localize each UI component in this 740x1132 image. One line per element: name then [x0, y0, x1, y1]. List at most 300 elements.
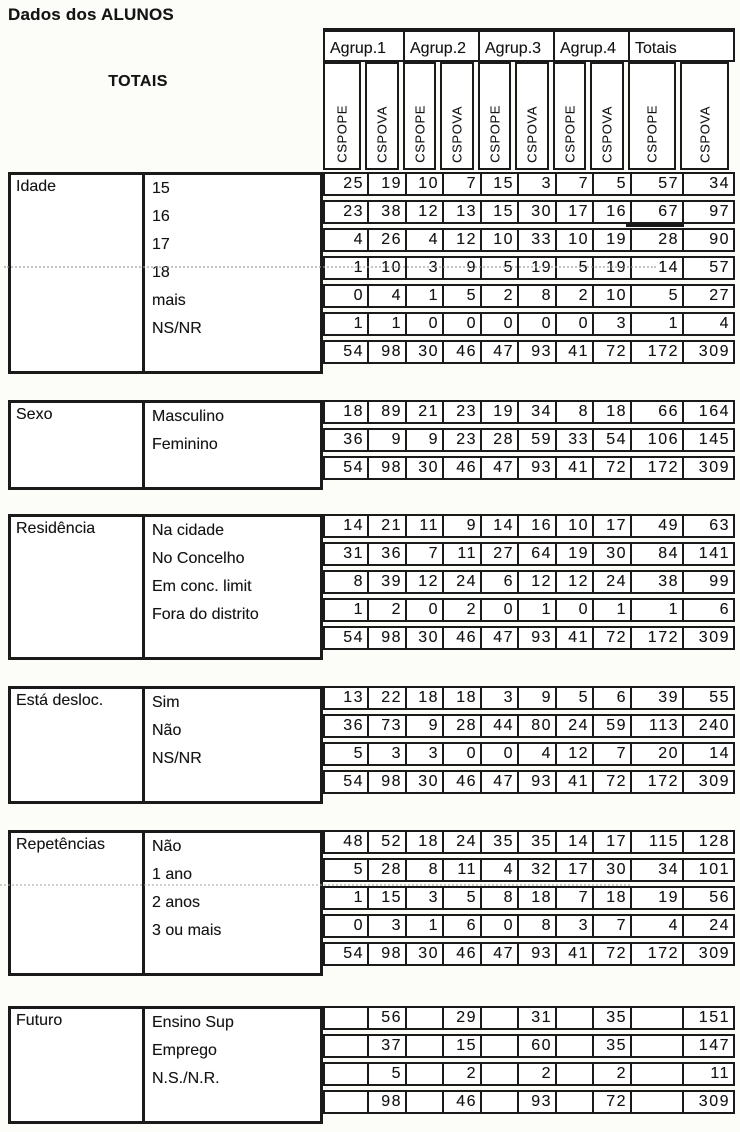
data-cell: 2	[592, 1064, 630, 1084]
data-cell: 67	[630, 202, 682, 222]
data-cell	[405, 1008, 442, 1028]
data-cell	[325, 1092, 367, 1112]
scan-artifact	[626, 223, 684, 227]
data-cell: 24	[442, 832, 480, 852]
data-cell: 0	[517, 314, 555, 334]
data-cell: 59	[517, 430, 555, 450]
table-row	[323, 742, 735, 766]
data-cell	[480, 1064, 517, 1084]
data-cell: 3	[405, 258, 442, 278]
subheader-row	[323, 62, 735, 170]
rotated-column-header	[680, 62, 729, 170]
data-cell: 7	[442, 174, 480, 194]
data-cell: 7	[555, 174, 592, 194]
data-cell: 9	[517, 688, 555, 708]
data-cell: 1	[405, 286, 442, 306]
column-group-label: Agrup.4	[555, 32, 630, 60]
section-residencia	[8, 514, 735, 660]
data-cell: 54	[343, 945, 364, 962]
data-cell: 33	[517, 230, 555, 250]
table-row	[323, 714, 735, 738]
data-cell: 240	[682, 716, 733, 736]
data-cell: 28	[480, 430, 517, 450]
table-total-row	[323, 340, 735, 364]
table-row	[323, 686, 735, 710]
data-cell: 18	[343, 403, 364, 420]
data-cell: 54	[592, 430, 630, 450]
data-cell: 309	[682, 628, 733, 648]
row-label: Sim	[152, 694, 180, 711]
data-cell: 66	[630, 402, 682, 422]
data-cell: 5	[480, 258, 517, 278]
data-cell: 17	[592, 516, 630, 536]
data-cell	[480, 1036, 517, 1056]
data-cell: 19	[592, 230, 630, 250]
data-cell: 5	[555, 688, 592, 708]
data-cell: 145	[682, 430, 733, 450]
data-cell: 18	[442, 688, 480, 708]
data-cell: 39	[367, 572, 405, 592]
data-cell: 172	[630, 628, 682, 648]
row-label	[152, 459, 320, 487]
data-cell: 30	[405, 628, 442, 648]
data-cell: 8	[517, 286, 555, 306]
data-cell: 9	[367, 430, 405, 450]
data-cell: 34	[682, 174, 733, 194]
data-cell: 3	[405, 744, 442, 764]
data-cell: 1	[353, 889, 364, 906]
data-cell: 5	[353, 745, 364, 762]
rotated-header-label: CSPOPE	[644, 105, 660, 163]
data-cell: 4	[517, 744, 555, 764]
data-cell: 7	[555, 888, 592, 908]
data-cell: 17	[555, 202, 592, 222]
table-row	[323, 858, 735, 882]
data-cell: 1	[353, 315, 364, 332]
section-futuro	[8, 1006, 735, 1124]
data-cell: 60	[517, 1036, 555, 1056]
data-cell: 46	[442, 772, 480, 792]
data-cell: 0	[405, 600, 442, 620]
data-cell: 57	[682, 258, 733, 278]
data-cell	[405, 1092, 442, 1112]
data-cell: 19	[630, 888, 682, 908]
row-label	[152, 945, 320, 973]
data-cell: 34	[630, 860, 682, 880]
data-cell: 46	[442, 342, 480, 362]
data-cell: 46	[442, 628, 480, 648]
data-cell: 6	[442, 916, 480, 936]
data-cell: 47	[480, 944, 517, 964]
table-row	[323, 228, 735, 252]
data-cell: 0	[353, 287, 364, 304]
data-cell: 59	[592, 716, 630, 736]
table-row	[323, 200, 735, 224]
data-cell: 28	[442, 716, 480, 736]
data-cell: 19	[555, 544, 592, 564]
data-cell: 1	[630, 600, 682, 620]
data-cell: 15	[442, 1036, 480, 1056]
data-cell: 98	[367, 944, 405, 964]
data-cell: 6	[480, 572, 517, 592]
data-cell: 10	[555, 230, 592, 250]
data-cell: 18	[405, 688, 442, 708]
table-row	[323, 428, 735, 452]
data-cell: 46	[442, 1092, 480, 1112]
row-label: Fora do distrito	[152, 606, 259, 623]
row-label: mais	[152, 292, 186, 309]
data-cell: 30	[517, 202, 555, 222]
data-rows	[323, 686, 735, 804]
data-cell: 64	[517, 544, 555, 564]
data-cell: 56	[367, 1008, 405, 1028]
data-cell	[555, 1092, 592, 1112]
data-cell: 46	[442, 458, 480, 478]
table-row	[323, 1034, 735, 1058]
data-cell: 12	[405, 202, 442, 222]
section-esta-desloc	[8, 686, 735, 804]
rotated-column-header	[403, 62, 436, 170]
data-cell: 97	[682, 202, 733, 222]
data-cell: 36	[367, 544, 405, 564]
data-cell: 72	[592, 458, 630, 478]
rotated-column-header	[515, 62, 549, 170]
data-rows	[323, 830, 735, 976]
data-cell: 36	[343, 717, 364, 734]
totals-heading: TOTAIS	[108, 73, 168, 90]
data-cell: 19	[592, 258, 630, 278]
data-cell: 309	[682, 1092, 733, 1112]
data-cell: 21	[367, 516, 405, 536]
row-label: No Concelho	[152, 550, 245, 567]
data-cell: 41	[555, 628, 592, 648]
data-cell: 73	[367, 716, 405, 736]
data-cell: 24	[442, 572, 480, 592]
row-label-column	[145, 1006, 323, 1124]
data-cell: 3	[555, 916, 592, 936]
data-cell: 2	[442, 600, 480, 620]
data-cell: 28	[367, 860, 405, 880]
data-cell	[555, 1008, 592, 1028]
data-cell: 89	[367, 402, 405, 422]
data-cell: 0	[442, 744, 480, 764]
data-cell: 23	[442, 430, 480, 450]
data-cell: 11	[405, 516, 442, 536]
row-label: 2 anos	[152, 894, 201, 911]
column-group-label: Agrup.1	[325, 32, 405, 60]
table-row	[323, 172, 735, 196]
table-row	[323, 400, 735, 424]
data-cell	[405, 1036, 442, 1056]
data-cell: 30	[405, 458, 442, 478]
data-cell: 151	[682, 1008, 733, 1028]
table-header	[323, 28, 735, 170]
data-cell: 93	[517, 772, 555, 792]
data-cell: 1	[353, 259, 364, 276]
data-cell: 72	[592, 1092, 630, 1112]
data-cell: 3	[405, 888, 442, 908]
page-title: Dados dos ALUNOS	[8, 5, 174, 24]
data-cell: 30	[405, 772, 442, 792]
row-label-column	[145, 514, 323, 660]
section-category: Sexo	[8, 400, 145, 490]
table-total-row	[323, 770, 735, 794]
data-cell: 9	[405, 716, 442, 736]
data-cell: 23	[442, 402, 480, 422]
row-label: Em conc. limit	[152, 578, 252, 595]
data-cell: 11	[442, 860, 480, 880]
data-cell: 3	[367, 916, 405, 936]
data-cell: 5	[555, 258, 592, 278]
data-cell: 309	[682, 944, 733, 964]
table-row	[323, 914, 735, 938]
rotated-header-label: CSPOPE	[487, 105, 502, 163]
data-cell	[480, 1092, 517, 1112]
data-cell: 41	[555, 342, 592, 362]
row-label: NS/NR	[152, 750, 202, 767]
data-rows	[323, 172, 735, 374]
section-category: Residência	[8, 514, 145, 660]
data-cell: 9	[442, 258, 480, 278]
data-cell: 15	[480, 202, 517, 222]
row-label	[152, 773, 320, 801]
data-cell: 15	[480, 174, 517, 194]
data-cell: 12	[555, 744, 592, 764]
data-cell: 24	[592, 572, 630, 592]
section-repetencias	[8, 830, 735, 976]
data-cell: 12	[555, 572, 592, 592]
data-cell: 5	[442, 286, 480, 306]
table-row	[323, 1006, 735, 1030]
table-row	[323, 514, 735, 538]
column-group-label: Totais	[635, 40, 677, 57]
rotated-header-label: CSPOVA	[524, 106, 540, 163]
data-cell: 47	[480, 628, 517, 648]
data-cell: 0	[353, 917, 364, 934]
table-total-row	[323, 456, 735, 480]
data-cell: 16	[517, 516, 555, 536]
data-cell: 36	[343, 431, 364, 448]
section-category: Está desloc.	[8, 686, 145, 804]
data-cell: 54	[343, 773, 364, 790]
data-cell: 63	[682, 516, 733, 536]
data-cell: 31	[517, 1008, 555, 1028]
data-cell: 99	[682, 572, 733, 592]
data-cell: 54	[343, 459, 364, 476]
data-cell: 2	[442, 1064, 480, 1084]
data-cell: 18	[592, 402, 630, 422]
data-cell: 5	[442, 888, 480, 908]
data-cell: 309	[682, 342, 733, 362]
section-sexo	[8, 400, 735, 490]
data-cell: 25	[343, 175, 364, 192]
table-row	[323, 886, 735, 910]
data-cell: 98	[367, 342, 405, 362]
data-cell: 2	[367, 600, 405, 620]
data-cell: 164	[682, 402, 733, 422]
data-cell: 128	[682, 832, 733, 852]
data-cell: 27	[682, 286, 733, 306]
data-cell: 41	[555, 772, 592, 792]
data-cell: 1	[517, 600, 555, 620]
data-cell: 98	[367, 772, 405, 792]
data-cell: 27	[480, 544, 517, 564]
data-cell: 26	[367, 230, 405, 250]
data-cell: 44	[480, 716, 517, 736]
data-cell: 7	[592, 744, 630, 764]
data-cell: 309	[682, 772, 733, 792]
data-cell: 54	[343, 343, 364, 360]
row-label: Feminino	[152, 436, 218, 453]
data-cell: 8	[480, 888, 517, 908]
rotated-column-header	[365, 62, 399, 170]
data-cell: 0	[405, 314, 442, 334]
data-cell: 7	[405, 544, 442, 564]
data-cell: 57	[630, 174, 682, 194]
rotated-column-header	[628, 62, 676, 170]
table-row	[323, 570, 735, 594]
data-cell: 23	[343, 203, 364, 220]
data-cell: 41	[555, 944, 592, 964]
data-cell	[480, 1008, 517, 1028]
rotated-header-label: CSPOPE	[562, 105, 577, 163]
data-cell: 2	[480, 286, 517, 306]
data-cell: 11	[442, 544, 480, 564]
data-cell: 14	[555, 832, 592, 852]
data-cell: 8	[555, 402, 592, 422]
section-category: Futuro	[8, 1006, 145, 1124]
rotated-column-header	[478, 62, 511, 170]
data-cell: 46	[442, 944, 480, 964]
data-cell: 72	[592, 342, 630, 362]
data-cell: 39	[630, 688, 682, 708]
data-cell: 98	[367, 1092, 405, 1112]
data-cell: 31	[343, 545, 364, 562]
data-cell: 172	[630, 342, 682, 362]
data-cell: 35	[592, 1008, 630, 1028]
row-label: 3 ou mais	[152, 922, 222, 939]
data-cell	[630, 1064, 682, 1084]
data-cell: 1	[592, 600, 630, 620]
data-cell: 10	[555, 516, 592, 536]
row-label: Não	[152, 722, 182, 739]
data-cell: 17	[592, 832, 630, 852]
data-cell	[405, 1064, 442, 1084]
data-cell: 93	[517, 1092, 555, 1112]
data-cell: 29	[442, 1008, 480, 1028]
data-cell: 106	[630, 430, 682, 450]
data-cell: 98	[367, 628, 405, 648]
data-cell: 13	[343, 689, 364, 706]
data-cell: 18	[405, 832, 442, 852]
data-cell: 38	[367, 202, 405, 222]
data-cell: 5	[630, 286, 682, 306]
data-cell: 10	[592, 286, 630, 306]
row-label: 17	[152, 236, 170, 253]
data-cell: 28	[630, 230, 682, 250]
data-cell: 4	[367, 286, 405, 306]
data-cell: 9	[442, 516, 480, 536]
data-cell: 309	[682, 458, 733, 478]
data-cell: 0	[555, 314, 592, 334]
data-cell: 84	[630, 544, 682, 564]
data-cell: 1	[367, 314, 405, 334]
data-cell: 90	[682, 230, 733, 250]
column-group-row	[323, 28, 735, 62]
data-cell: 24	[555, 716, 592, 736]
data-cell: 5	[367, 1064, 405, 1084]
data-cell: 14	[630, 258, 682, 278]
data-cell: 35	[592, 1036, 630, 1056]
data-cell: 5	[592, 174, 630, 194]
data-cell: 55	[682, 688, 733, 708]
data-cell: 72	[592, 772, 630, 792]
table-row	[323, 312, 735, 336]
data-cell: 19	[480, 402, 517, 422]
data-cell: 98	[367, 458, 405, 478]
data-cell: 2	[517, 1064, 555, 1084]
data-cell	[630, 1008, 682, 1028]
table-total-row	[323, 942, 735, 966]
data-cell: 172	[630, 772, 682, 792]
rotated-header-label: CSPOVA	[599, 106, 615, 163]
data-cell: 8	[405, 860, 442, 880]
data-cell: 3	[367, 744, 405, 764]
data-cell: 2	[555, 286, 592, 306]
data-cell: 8	[517, 916, 555, 936]
data-cell: 18	[592, 888, 630, 908]
row-label-column	[145, 686, 323, 804]
data-cell: 0	[480, 916, 517, 936]
data-cell	[555, 1064, 592, 1084]
row-label-column	[145, 400, 323, 490]
data-cell: 0	[555, 600, 592, 620]
data-cell: 101	[682, 860, 733, 880]
data-cell: 20	[630, 744, 682, 764]
table-row	[323, 542, 735, 566]
rotated-column-header	[553, 62, 586, 170]
data-cell: 33	[555, 430, 592, 450]
data-cell: 30	[405, 944, 442, 964]
table-row	[323, 256, 735, 280]
data-cell: 172	[630, 944, 682, 964]
data-cell: 30	[592, 544, 630, 564]
column-group-label: Agrup.3	[480, 32, 555, 60]
data-cell: 3	[592, 314, 630, 334]
table-row	[323, 830, 735, 854]
data-cell: 4	[630, 916, 682, 936]
data-cell	[555, 1036, 592, 1056]
data-cell: 172	[630, 458, 682, 478]
data-rows	[323, 400, 735, 490]
data-cell: 35	[517, 832, 555, 852]
section-idade	[8, 172, 735, 374]
section-category: Idade	[8, 172, 145, 374]
data-cell: 14	[682, 744, 733, 764]
data-cell: 72	[592, 944, 630, 964]
rotated-header-label: CSPOPE	[334, 105, 350, 163]
data-cell: 93	[517, 342, 555, 362]
row-label: Não	[152, 838, 182, 855]
data-cell	[630, 1036, 682, 1056]
data-cell: 38	[630, 572, 682, 592]
data-cell: 52	[367, 832, 405, 852]
data-cell: 6	[682, 600, 733, 620]
data-cell: 0	[480, 744, 517, 764]
data-rows	[323, 1006, 735, 1124]
row-label: Ensino Sup	[152, 1014, 234, 1031]
rotated-column-header	[440, 62, 474, 170]
